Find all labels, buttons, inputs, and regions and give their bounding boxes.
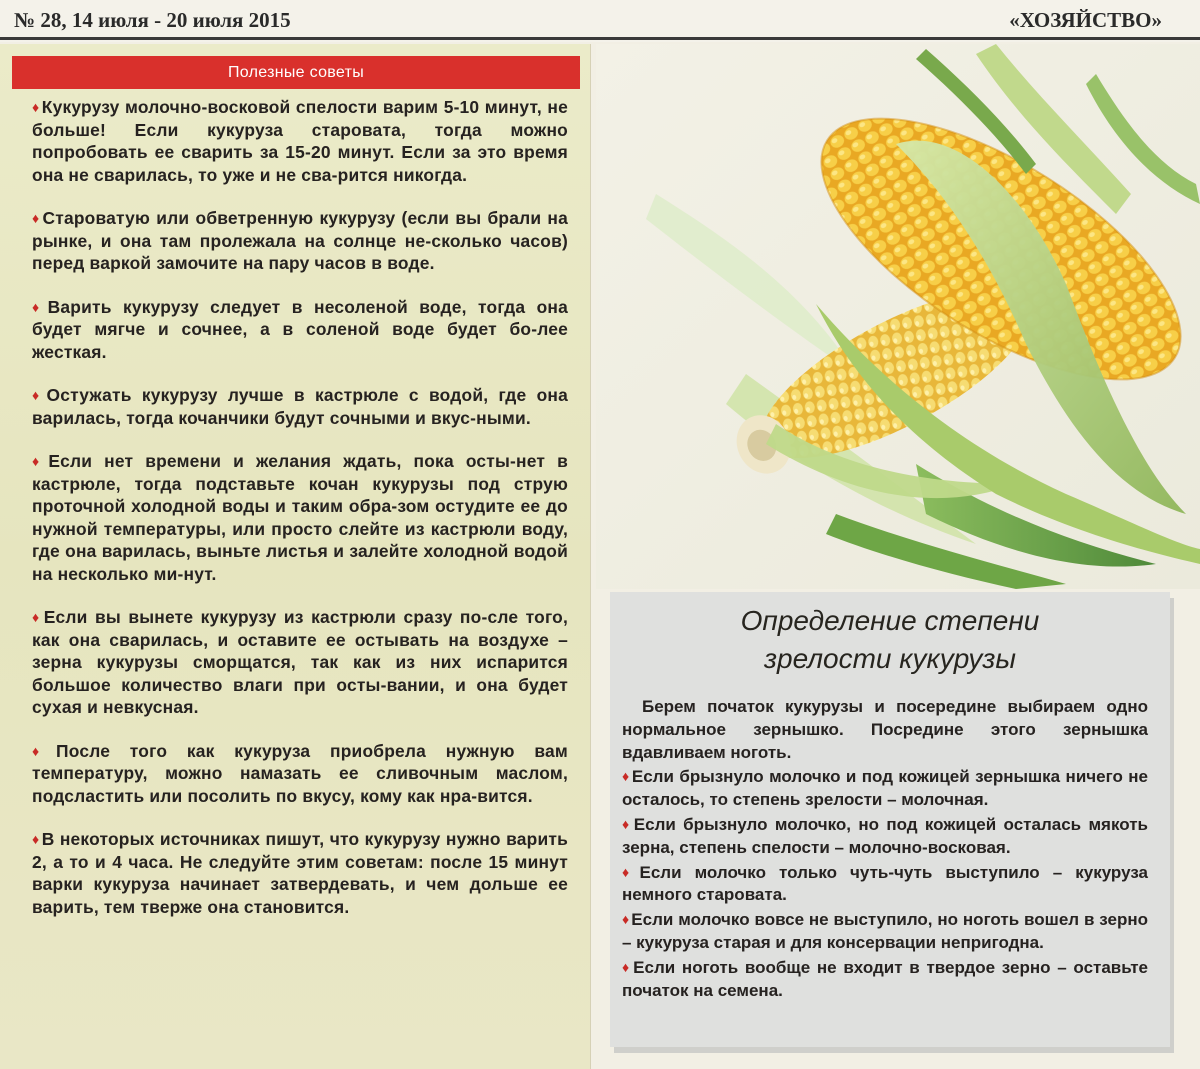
red-diamond-icon: ♦	[32, 298, 46, 315]
tip-item	[32, 740, 568, 808]
red-diamond-icon: ♦	[32, 609, 42, 625]
tip-text: Варить кукурузу следует в несоленой воде, тогда она будет мягче и сочнее, а в соленой воде будет бо-лее жесткая.	[32, 296, 568, 362]
maturity-item-text: Если брызнуло молочко и под кожицей зернышка ничего не осталось, то степень зрелости – молочная.	[622, 767, 1148, 810]
useful-tips-column	[0, 44, 591, 1069]
red-diamond-icon: ♦	[622, 958, 632, 975]
maturity-item-text: Если молочко только чуть-чуть выступило – кукуруза немного староватa.	[622, 862, 1148, 905]
red-diamond-icon: ♦	[32, 742, 55, 759]
red-diamond-icon: ♦	[622, 815, 632, 832]
red-diamond-icon: ♦	[32, 99, 40, 115]
maturity-item-text: Если брызнуло молочко, но под кожицей осталась мякоть зерна, степень спелости – молочно-восковая.	[622, 814, 1148, 857]
tip-item	[32, 828, 568, 918]
tip-item	[32, 207, 568, 275]
red-diamond-icon: ♦	[32, 453, 47, 469]
red-diamond-icon: ♦	[32, 210, 41, 226]
tips-list	[32, 96, 568, 939]
maturity-item	[622, 813, 1148, 860]
maturity-title-line: Определение степени	[740, 605, 1040, 636]
section-label: «ХОЗЯЙСТВО»	[1009, 8, 1162, 32]
tip-text: В некоторых источниках пишут, что кукурузу нужно варить 2, а то и 4 часа. Не следуйте этим советам: после 15 минут варки кукуруза начинает затвердевать, и чем дольше ее варить, тем тверже она становится.	[32, 829, 568, 917]
maturity-item-text: Если молочко вовсе не выступило, но ноготь вошел в зерно – кукуруза старая и для консервации непригодна.	[622, 910, 1148, 952]
tip-text: Остужать кукурузу лучше в кастрюле с водой, где она варилась, тогда кочанчики будут сочными и вкус-ными.	[32, 385, 569, 428]
page-header	[0, 0, 1200, 42]
tip-text: Если нет времени и желания ждать, пока осты-нет в кастрюле, тогда подставьте кочан кукурузы под струю проточной холодной воды и таким обра-зом остудите ее до нужной температуры, или просто слейте из кастрюли воду, где она варилась, выньте листья и залейте холодной водой на несколько ми-нут.	[32, 451, 569, 584]
red-diamond-icon: ♦	[622, 911, 630, 928]
red-diamond-icon: ♦	[622, 863, 638, 880]
tip-item	[32, 296, 568, 364]
maturity-item-text: Если ноготь вообще не входит в твердое зерно – оставьте початок на семена.	[622, 957, 1148, 1000]
corn-maturity-box	[610, 592, 1170, 1047]
tip-item	[32, 384, 568, 429]
maturity-title-line: зрелости кукурузы	[764, 643, 1016, 674]
header-rule	[0, 37, 1200, 40]
red-diamond-icon: ♦	[32, 831, 40, 847]
tip-item	[32, 450, 568, 585]
maturity-intro: Берем початок кукурузы и посередине выбираем одно нормальное зернышко. Посредине этого зернышка вдавливаем ноготь.	[622, 697, 1148, 762]
corn-cobs-illustration	[596, 44, 1200, 589]
maturity-item	[622, 765, 1148, 812]
useful-tips-banner: Полезные советы	[12, 56, 580, 89]
tip-text: Если вы вынете кукурузу из кастрюли сразу по-сле того, как она сварилась, и оставите ее остывать на воздухе – зерна кукурузы сморщатся, так как из них испарится большое количество влаги при осты-вании, и она будет сухая и невкусная.	[32, 607, 569, 717]
tip-text: После того как кукуруза приобрела нужную вам температуру, можно намазать ее сливочным маслом, подсластить или посолить по вкусу, кому как нра-вится.	[32, 740, 568, 806]
red-diamond-icon: ♦	[622, 768, 630, 785]
tip-text: Староватую или обветренную кукурузу (если вы брали на рынке, и она там пролежала на солнце не-сколько часов) перед варкой замочите на пару часов в воде.	[32, 208, 568, 273]
issue-label: № 28, 14 июля - 20 июля 2015	[14, 8, 291, 32]
red-diamond-icon: ♦	[32, 387, 45, 403]
maturity-item	[622, 861, 1148, 908]
maturity-text	[622, 696, 1148, 1003]
tip-item	[32, 96, 568, 186]
tip-text: Кукурузу молочно-восковой спелости варим 5-10 минут, не больше! Если кукуруза старовата, тогда можно попробовать ее сварить за 15-20 минут. Если за это время она не сварилась, то уже и не сва-рится никогда.	[32, 97, 568, 185]
maturity-item	[622, 908, 1148, 955]
tip-item	[32, 606, 568, 719]
maturity-item	[622, 956, 1148, 1003]
maturity-title	[610, 602, 1170, 678]
